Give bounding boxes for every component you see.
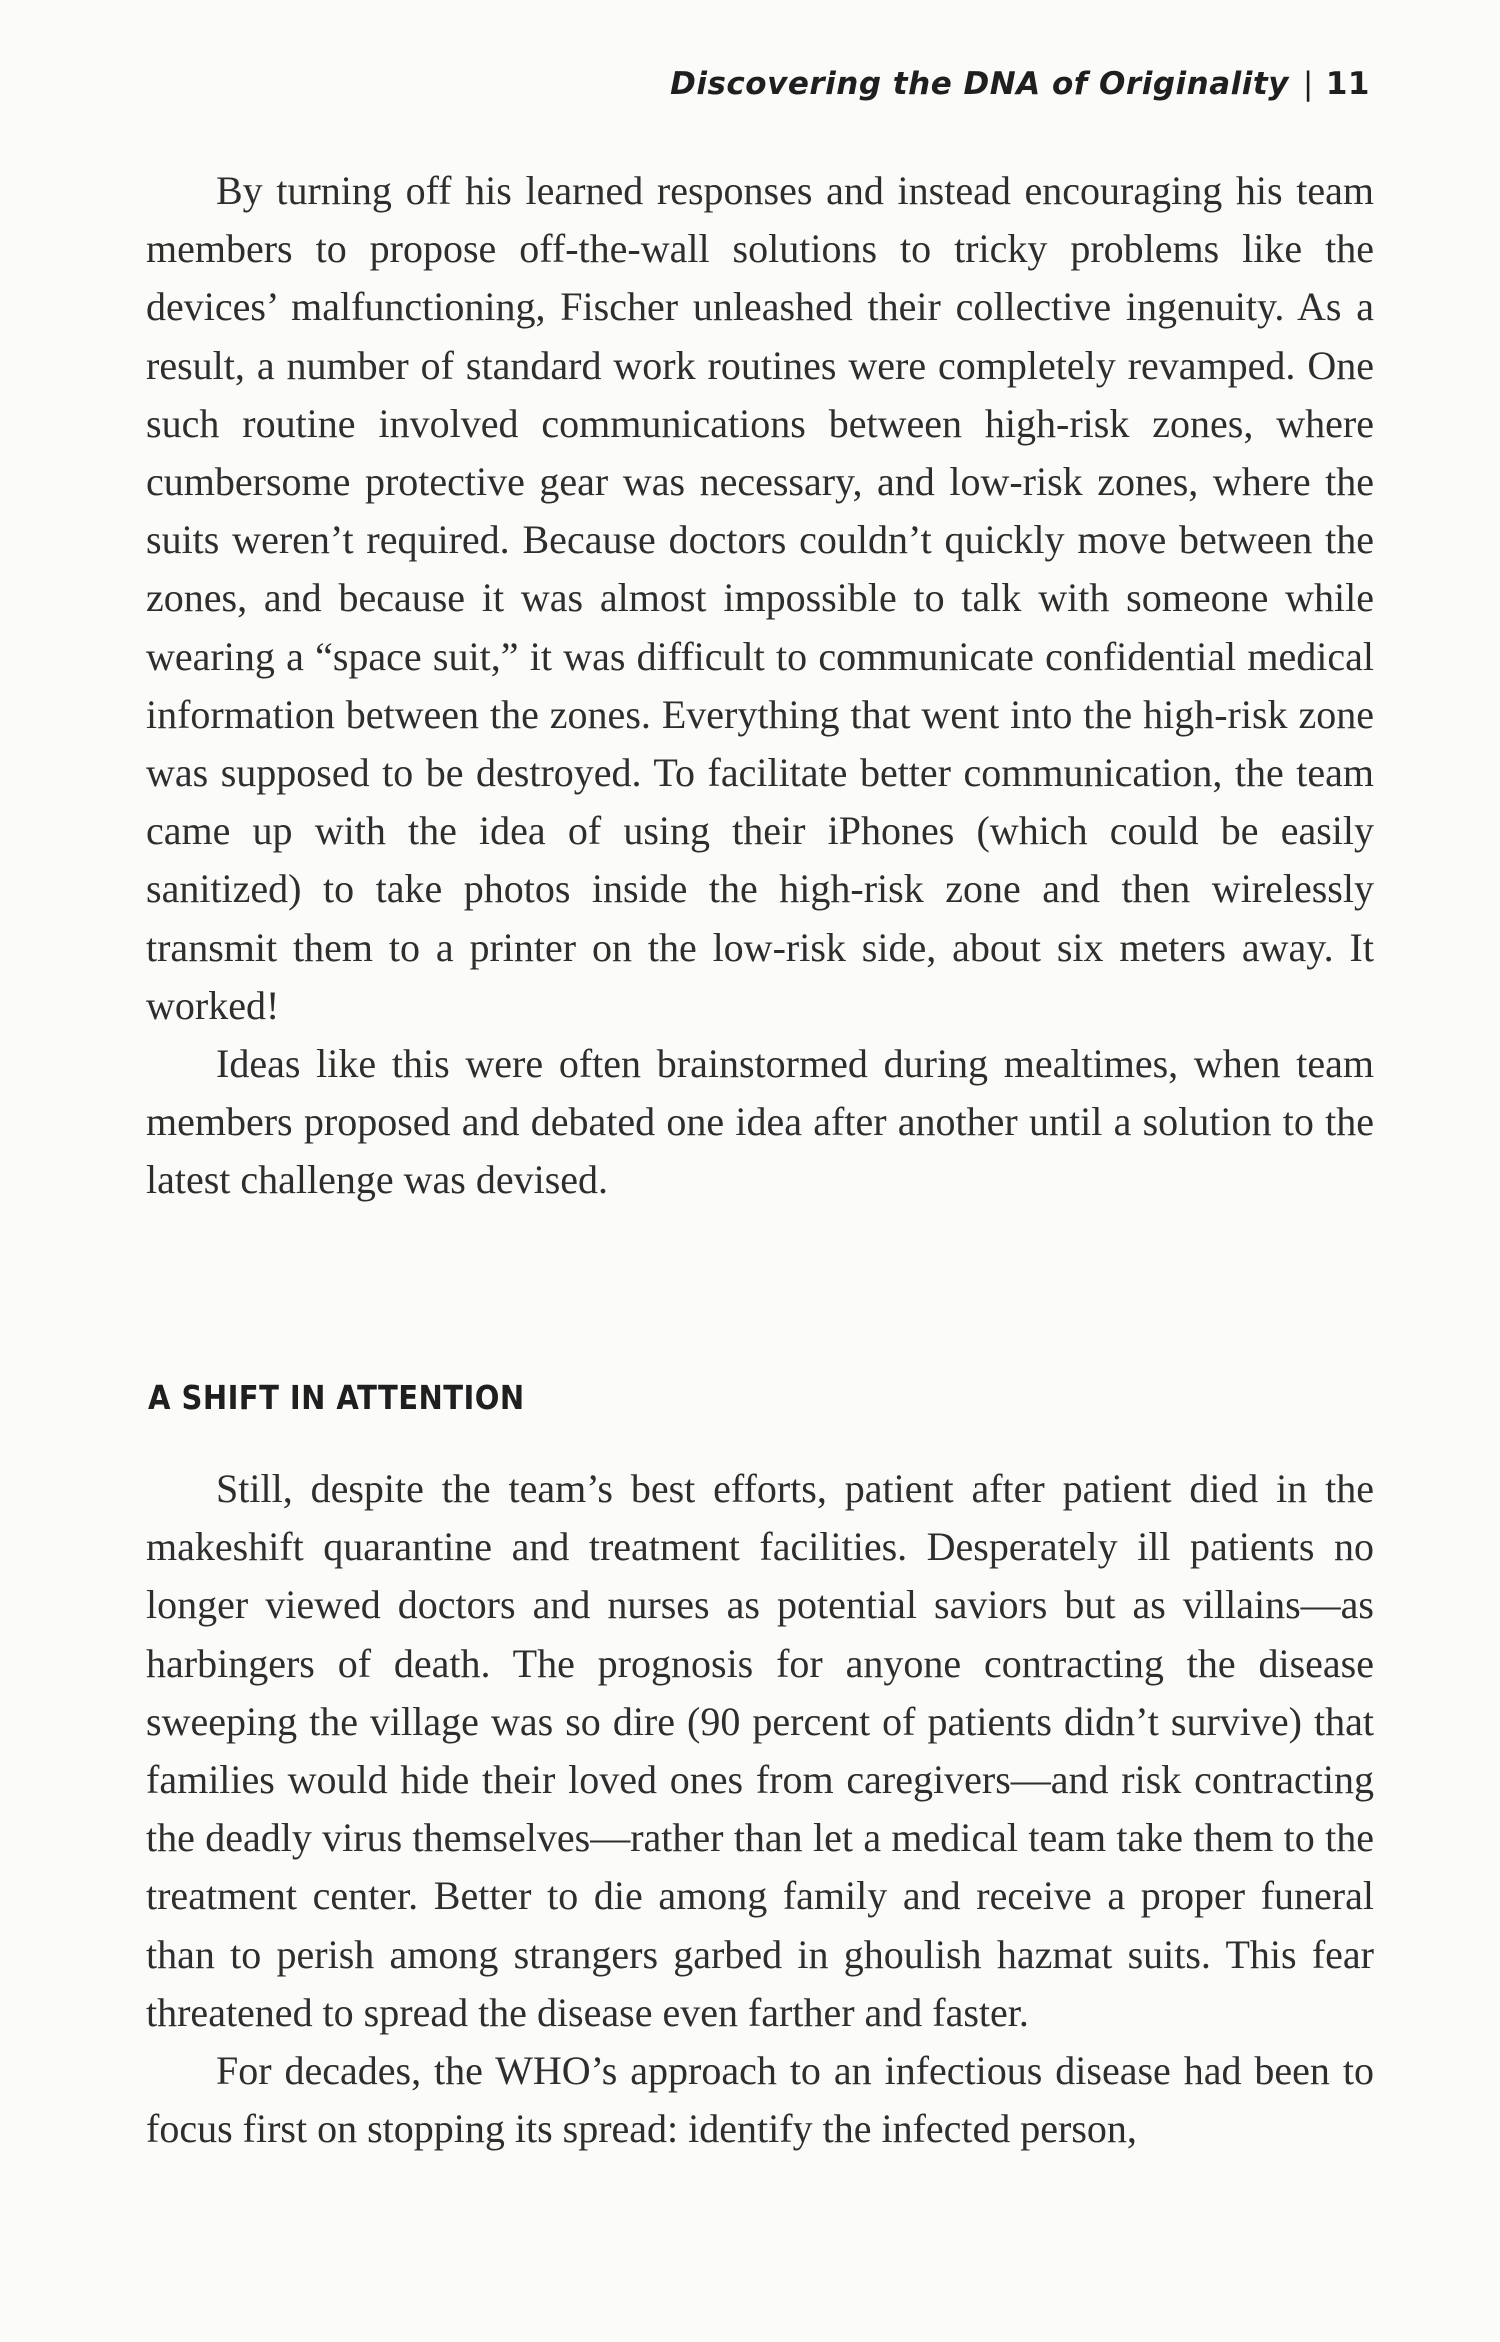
running-head-title: Discovering the DNA of Originality — [670, 66, 1289, 102]
body-text-block-2 — [146, 1460, 1374, 2158]
running-head — [670, 66, 1370, 102]
paragraph: For decades, the WHO’s approach to an infectious disease had been to focus first on stopping its spread: identify the infected person, — [146, 2048, 1374, 2152]
paragraph: Still, despite the team’s best efforts, patient after patient died in the makeshift quarantine and treatment facilities. Desperately ill patients no longer viewed doctors and nurses as potential saviors but as villains—as harbingers of death. The prognosis for anyone contracting the disease sweeping the village was so dire (90 percent of patients didn’t survive) that families would hide their loved ones from caregivers—and risk contracting the deadly virus themselves—rather than let a medical team take them to the treatment center. Better to die among family and receive a proper funeral than to perish among strangers garbed in ghoulish hazmat suits. This fear threatened to spread the disease even farther and faster. — [146, 1466, 1374, 2035]
page-number: 11 — [1325, 66, 1370, 102]
section-heading: A SHIFT IN ATTENTION — [148, 1378, 525, 1417]
body-text-block-1 — [146, 162, 1374, 1210]
paragraph: Ideas like this were often brainstormed during mealtimes, when team members proposed and debated one idea after another until a solution to the latest challenge was devised. — [146, 1041, 1374, 1203]
running-head-separator: | — [1302, 66, 1314, 102]
paragraph: By turning off his learned responses and instead encouraging his team members to propose off-the-wall solutions to tricky problems like the devices’ malfunctioning, Fischer unleashed their collective ingenuity. As a result, a number of standard work routines were completely revamped. One such routine involved communications between high-risk zones, where cumbersome protective gear was necessary, and low-risk zones, where the suits weren’t required. Because doctors couldn’t quickly move between the zones, and because it was almost impossible to talk with someone while wearing a “space suit,” it was difficult to communicate confidential medical information between the zones. Everything that went into the high-risk zone was supposed to be destroyed. To facilitate better communication, the team came up with the idea of using their iPhones (which could be easily sanitized) to take photos inside the high-risk zone and then wirelessly transmit them to a printer on the low-risk side, about six meters away. It worked! — [146, 168, 1374, 1028]
